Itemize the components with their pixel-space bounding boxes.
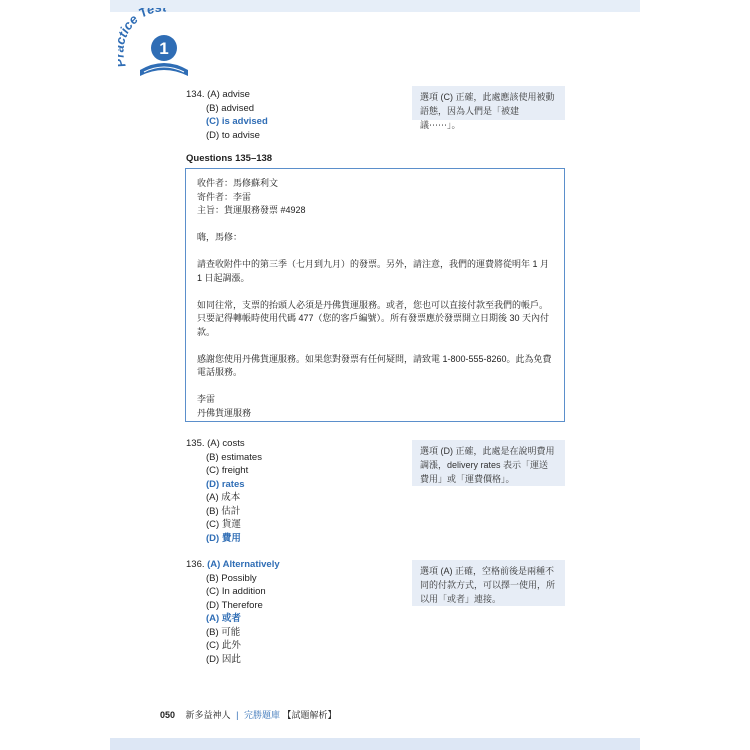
q134-option-d: (D) to advise [206,129,260,141]
q136-explanation: 選項 (A) 正確，空格前後是兩種不同的付款方式，可以擇一使用，所以用「或者」連接。 [412,560,565,606]
q135-option-c: (C) freight [206,465,249,476]
question-136 [186,558,280,666]
q136-option-b: (B) Possibly [206,572,257,584]
letter-signature-company: 丹佛貨運服務 [197,407,252,418]
q136-translation-c: (C) 此外 [206,640,241,651]
q134-option-c: (C) is advised [206,116,268,127]
q136-option-d: (D) Therefore [206,599,263,611]
badge-number: 1 [159,39,169,58]
section-title: Questions 135–138 [186,153,273,164]
practice-test-badge [118,8,208,88]
letter-subject: 主旨：貨運服務發票 #4928 [197,205,306,215]
q134-explanation: 選項 (C) 正確，此處應該使用被動語態，因為人們是「被建議⋯⋯」。 [412,86,565,120]
q136-option-c: (C) In addition [206,586,266,597]
footer-subtitle: 【試題解析】 [282,710,337,720]
q135-option-d: (D) rates [206,478,245,490]
q136-option-a [186,558,280,572]
footer-series: 新多益神人 [185,710,231,720]
page-number: 050 [160,710,176,720]
q135-option-b: (B) estimates [206,451,262,463]
q134-option-b: (B) advised [206,102,255,114]
footer-book: 完勝題庫 [243,710,280,720]
q135-translation-c: (C) 貨運 [206,519,241,530]
book-icon [140,63,188,76]
q136-translation-a: (A) 或者 [206,613,241,624]
footer-separator: | [236,710,239,720]
q135-explanation: 選項 (D) 正確，此處是在說明費用調漲，delivery rates 表示「運送費用」或「運費價格」。 [412,440,565,486]
q136-translation-d: (D) 因此 [206,653,241,665]
letter-signature-name: 李雷 [197,394,216,404]
letter-paragraph-1: 請查收附件中的第三季（七月到九月）的發票。另外，請注意，我們的運費將從明年 1 月 1 日起調漲。 [197,259,550,283]
letter-box [185,168,565,422]
page-footer [160,708,336,721]
letter-paragraph-2: 如同往常，支票的抬頭人必須是丹佛貨運服務。或者，您也可以直接付款至我們的帳戶。只要記得轉帳時使用代碼 477（您的客戶編號）。所有發票應於發票開立日期後 30 天內付款。 [197,299,550,337]
q135-translation-a: (A) 成本 [206,492,241,503]
q135-translation-d: (D) 費用 [206,532,241,544]
letter-greeting: 嗨，馬修： [197,232,243,242]
question-134 [186,88,268,142]
q134-option-a: 134. (A) advise [186,89,250,100]
q136-number: 136. [186,559,205,570]
badge-graphic [118,8,208,88]
bottom-band [110,738,640,750]
q136-option-a-text: (A) Alternatively [207,559,280,570]
q135-translation-b: (B) 估計 [206,505,241,517]
q135-option-a: 135. (A) costs [186,438,245,449]
q136-translation-b: (B) 可能 [206,626,241,638]
question-135 [186,437,262,545]
letter-paragraph-3: 感謝您使用丹佛貨運服務。如果您對發票有任何疑問，請致電 1-800-555-8260。此為免費電話服務。 [197,353,552,377]
letter-to: 收件者：馬修蘇利文 [197,178,279,188]
badge-text: ice Te [118,8,157,36]
letter-from: 寄件者：李雷 [197,191,252,202]
